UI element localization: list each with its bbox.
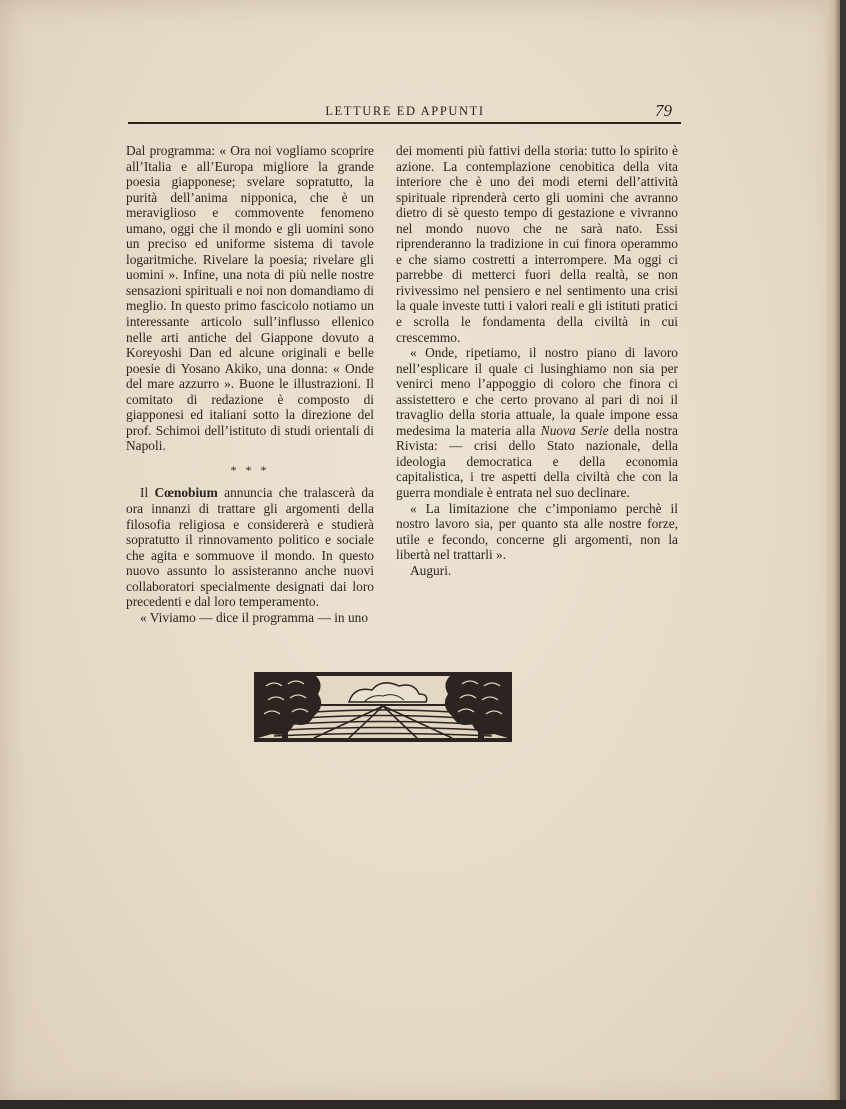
paragraph-body-a: « Onde, ripetiamo, il nostro piano di lavoro nell’esplicare il quale ci lusinghiamo non sia per venirci meno l’appoggio di coloro che finora ci assistettero e che certo provano al pari di noi il travaglio della storia attuale, la quale impone essa medesima la materia alla [396,345,678,438]
right-paragraph-2 [396,345,678,500]
paragraph-body-b: della nostra Rivista: — crisi dello Stato nazionale, della ideologia democratica e della economia capitalistica, i tre aspetti della civiltà che con la guerra mondiale è entrata nel suo declinare. [396,422,678,501]
right-column [396,143,678,578]
right-paragraph-4: Auguri. [410,562,452,578]
page-edge [826,0,840,1104]
left-paragraph-1: Dal programma: « Ora noi vogliamo scoprire all’Italia e all’Europa migliore la grande poesia giapponese; svelare sopratutto, la purità dell’anima nipponica, che è un meraviglioso e commovente fenomeno umano, oggi che il mondo e gli uomini sono un preciso ed uniforme sistema di tavole logaritmiche. Rivelare la poesia; rivelare gli uomini ». Infine, una nota di più nelle nostre sensazioni spirituali e noi non domandiamo di meglio. In questo primo fascicolo notiamo un interessante articolo sull’influsso ellenico nelle arti antiche del Giappone dovuto a Koreyoshi Dan ed alcune originali e belle poesie di Yosano Akiko, una donna: « Onde del mare azzurro ». Buone le illustrazioni. Il comitato di redazione è composto di giapponesi ed italiani sotto la direzione del prof. Schimoi dell’istituto di studi orientali di Napoli. [126,143,374,454]
paragraph-body: annuncia che tralascerà da ora innanzi di trattare gli argomenti della filosofia religiosa e considererà e studierà sopratutto il rinnovamento politico e sociale che agita e sommuove il mondo. In questo nuovo assunto lo assisteranno anche nuovi collaboratori specialmente designati dai loro precedenti e dal loro temperamento. [126,485,374,610]
section-separator: * * * [230,462,270,477]
left-paragraph-3: « Viviamo — dice il programma — in uno [140,609,369,625]
running-head-title: LETTURE ED APPUNTI [325,104,485,118]
paragraph-lead: Il [140,485,149,501]
left-column [126,143,374,625]
journal-name: Cœnobium [154,485,218,501]
page-number: 79 [655,101,672,120]
header-rule [128,122,681,124]
right-paragraph-3: « La limitazione che c’imponiamo perchè il nostro lavoro sia, per quanto sta alle nostre forze, utile e fecondo, concerne gli argomenti, non la libertà nel trattarli ». [396,500,678,563]
right-paragraph-1: dei momenti più fattivi della storia: tutto lo spirito è azione. La contemplazione cenobitica della vita interiore che è uno dei modi eterni dell’attività spirituale riprenderà certo gli uomini che avranno dietro di sè questo tempo di gestazione e vivranno nel mondo nuovo che ne sarà nato. Essi riprenderanno la tradizione in cui finora operammo e che siamo costretti a interrompere. Ma oggi ci parrebbe di metterci fuori della realtà, se non rivivessimo nel pensiero e nel sentimento una crisi la quale investe tutti i valori reali e gli istituti pratici e scrolla le fondamenta della civiltà in cui crescemmo. [396,143,678,345]
landscape-vignette [254,672,512,742]
left-paragraph-2 [126,485,374,609]
series-title: Nuova Serie [540,422,609,438]
scan-border [0,1100,846,1109]
